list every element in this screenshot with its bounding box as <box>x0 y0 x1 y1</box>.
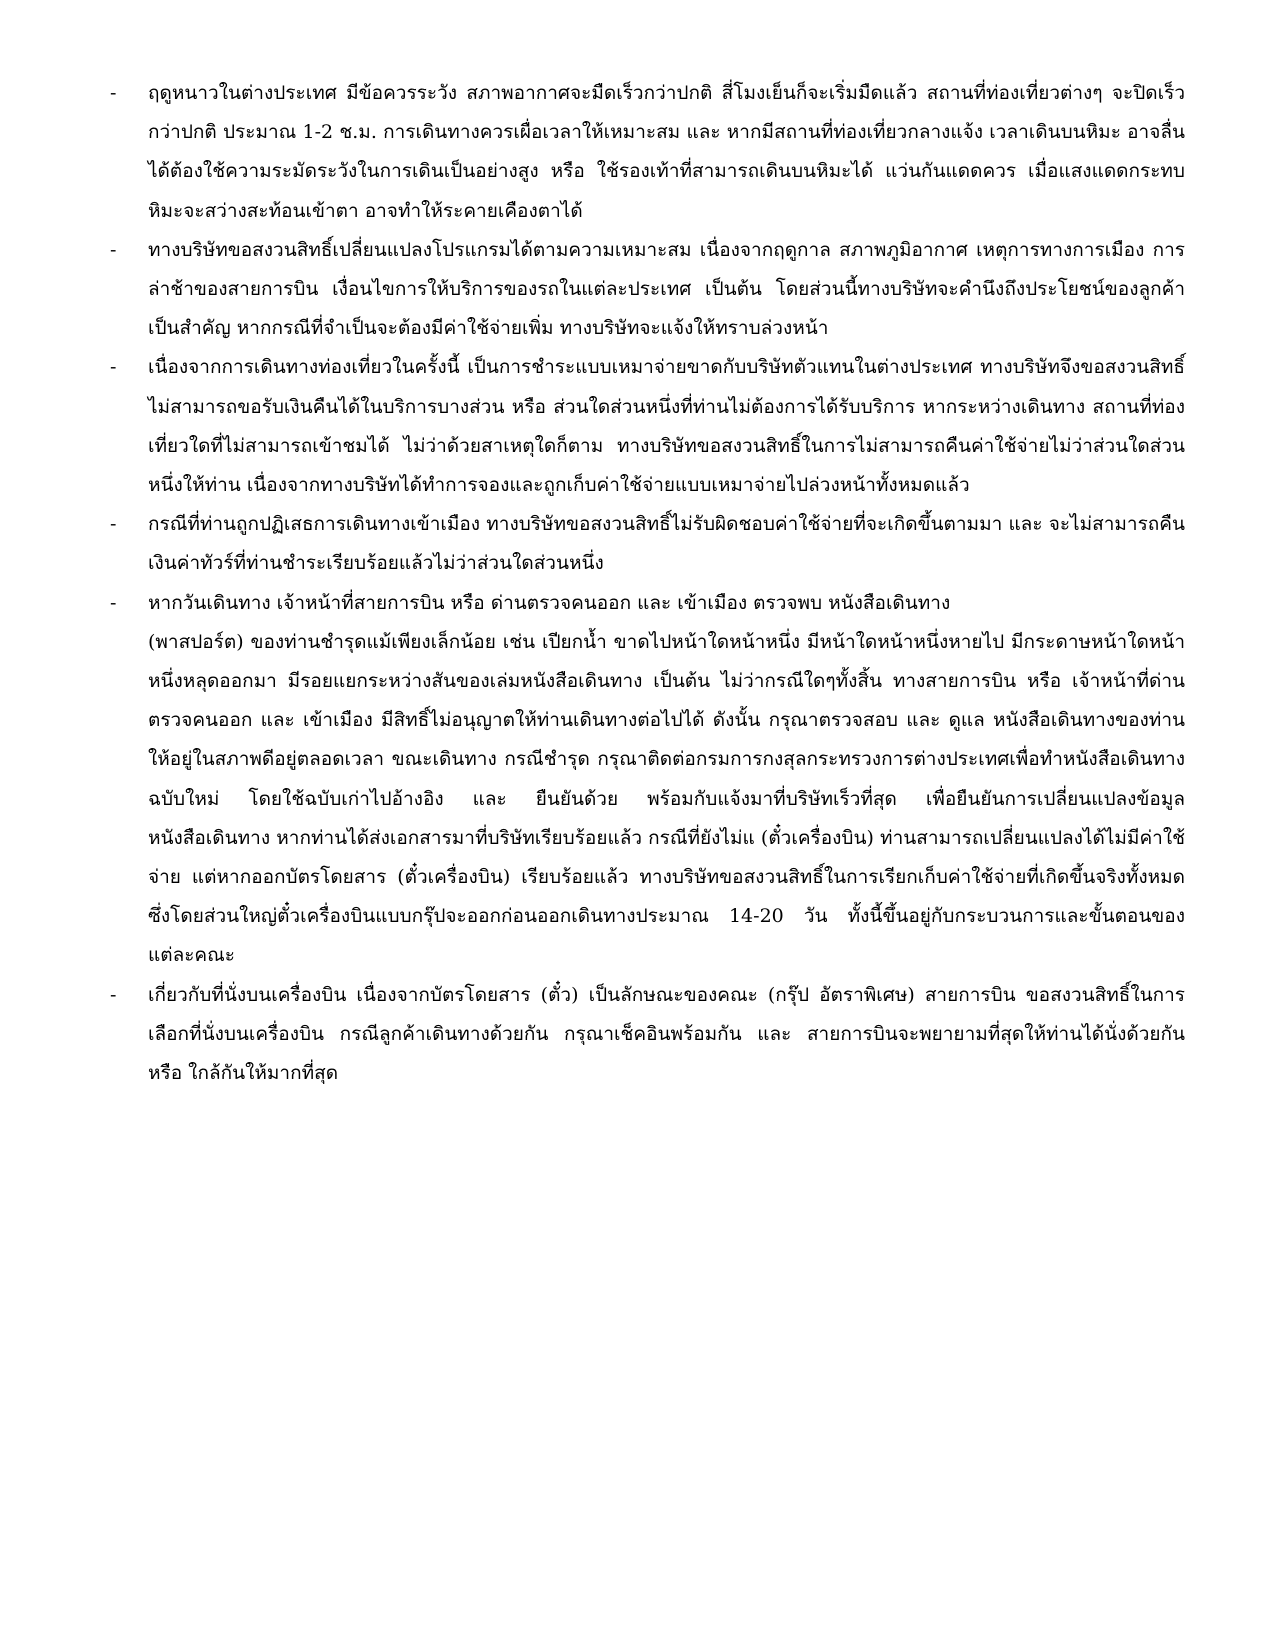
list-item <box>110 231 1185 349</box>
bullet-marker: - <box>110 356 117 379</box>
list-item <box>110 505 1185 583</box>
list-item <box>110 976 1185 1094</box>
bullet-marker: - <box>110 82 117 104</box>
paragraph-passport-condition: หากวันเดินทาง เจ้าหน้าที่สายการบิน หรือ ด่านตรวจคนออก และ เข้าเมือง ตรวจพบ หนังสือเดินทาง (พาสปอร์ต) ของท่านชำรุดแม้เพียงเล็กน้อย เช่น เปียกน้ำ ขาดไปหน้าใดหน้าหนึ่ง มีหน้าใดหน้าหนึ่งหายไป มีกระดาษหน้าใดหน้าหนึ่งหลุดออกมา มีรอยแยกระหว่างสันของเล่มหนังสือเดินทาง เป็นต้น ไม่ว่ากรณีใดๆทั้งสิ้น ทางสายการบิน หรือ เจ้าหน้าที่ด่านตรวจคนออก และ เข้าเมือง มีสิทธิ์ไม่อนุญาตให้ท่านเดินทางต่อไปได้ ดังนั้น กรุณาตรวจสอบ และ ดูแล หนังสือเดินทางของท่านให้อยู่ในสภาพดีอยู่ตลอดเวลา ขณะเดินทาง กรณีชำรุด กรุณาติดต่อกรมการกงสุลกระทรวงการต่างประเทศเพื่อทำหนังสือเดินทางฉบับใหม่ โดยใช้ฉบับเก่าไปอ้างอิง และ ยืนยันด้วย พร้อมกับแจ้งมาที่บริษัทเร็วที่สุด เพื่อยืนยันการเปลี่ยนแปลงข้อมูลหนังสือเดินทาง หากท่านได้ส่งเอกสารมาที่บริษัทเรียบร้อยแล้ว กรณีที่ยังไม่แ (ตั๋วเครื่องบิน) ท่านสามารถเปลี่ยนแปลงได้ไม่มีค่าใช้จ่าย แต่หากออกบัตรโดยสาร (ตั๋วเครื่องบิน) เรียบร้อยแล้ว ทางบริษัทขอสงวนสิทธิ์ในการเรียกเก็บค่าใช้จ่ายที่เกิดขึ้นจริงทั้งหมด ซึ่งโดยส่วนใหญ่ตั๋วเครื่องบินแบบกรุ๊ปจะออกก่อนออกเดินทางประมาณ 14-20 วัน ทั้งนี้ขึ้นอยู่กับกระบวนการและขั้นตอนของแต่ละคณะ <box>148 591 1185 967</box>
bullet-marker: - <box>110 983 117 1006</box>
paragraph-no-refund: เนื่องจากการเดินทางท่องเที่ยวในครั้งนี้ เป็นการชำระแบบเหมาจ่ายขาดกับบริษัทตัวแทนในต่างประเทศ ทางบริษัทจึงขอสงวนสิทธิ์ ไม่สามารถขอรับเงินคืนได้ในบริการบางส่วน หรือ ส่วนใดส่วนหนึ่งที่ท่านไม่ต้องการได้รับบริการ หากระหว่างเดินทาง สถานที่ท่องเที่ยวใดที่ไม่สามารถเข้าชมได้ ไม่ว่าด้วยสาเหตุใดก็ตาม ทางบริษัทขอสงวนสิทธิ์ในการไม่สามารถคืนค่าใช้จ่ายไม่ว่าส่วนใดส่วนหนึ่งให้ท่าน เนื่องจากทางบริษัทได้ทำการจองและถูกเก็บค่าใช้จ่ายแบบเหมาจ่ายไปล่วงหน้าทั้งหมดแล้ว <box>148 356 1185 497</box>
paragraph-seating: เกี่ยวกับที่นั่งบนเครื่องบิน เนื่องจากบัตรโดยสาร (ตั๋ว) เป็นลักษณะของคณะ (กรุ๊ป อัตราพิเศษ) สายการบิน ขอสงวนสิทธิ์ในการเลือกที่นั่งบนเครื่องบิน กรณีลูกค้าเดินทางด้วยกัน กรุณาเช็คอินพร้อมกัน และ สายการบินจะพยายามที่สุดให้ท่านได้นั่งด้วยกัน หรือ ใกล้กันให้มากที่สุด <box>148 983 1185 1085</box>
list-item <box>110 74 1185 231</box>
list-item <box>110 348 1185 505</box>
terms-bullet-list <box>110 74 1185 1093</box>
paragraph-entry-denied: กรณีที่ท่านถูกปฏิเสธการเดินทางเข้าเมือง ทางบริษัทขอสงวนสิทธิ์ไม่รับผิดชอบค่าใช้จ่ายที่จะเกิดขึ้นตามมา และ จะไม่สามารถคืนเงินค่าทัวร์ที่ท่านชำระเรียบร้อยแล้วไม่ว่าส่วนใดส่วนหนึ่ง <box>148 513 1185 575</box>
bullet-marker: - <box>110 238 117 261</box>
bullet-marker: - <box>110 591 117 614</box>
bullet-marker: - <box>110 513 117 536</box>
paragraph-program-changes: ทางบริษัทขอสงวนสิทธิ์เปลี่ยนแปลงโปรแกรมได้ตามความเหมาะสม เนื่องจากฤดูกาล สภาพภูมิอากาศ เหตุการทางการเมือง การล่าช้าของสายการบิน เงื่อนไขการให้บริการของรถในแต่ละประเทศ เป็นต้น โดยส่วนนี้ทางบริษัทจะคำนึงถึงประโยชน์ของลูกค้าเป็นสำคัญ หากกรณีที่จำเป็นจะต้องมีค่าใช้จ่ายเพิ่ม ทางบริษัทจะแจ้งให้ทราบล่วงหน้า <box>148 238 1185 340</box>
paragraph-winter-travel: ฤดูหนาวในต่างประเทศ มีข้อควรระวัง สภาพอากาศจะมืดเร็วกว่าปกติ สี่โมงเย็นก็จะเริ่มมืดแล้ว สถานที่ท่องเที่ยวต่างๆ จะปิดเร็วกว่าปกติ ประมาณ 1-2 ช.ม. การเดินทางควรเผื่อเวลาให้เหมาะสม และ หากมีสถานที่ท่องเที่ยวกลางแจ้ง เวลาเดินบนหิมะ อาจลื่นได้ต้องใช้ความระมัดระวังในการเดินเป็นอย่างสูง หรือ ใช้รองเท้าที่สามารถเดินบนหิมะได้ แว่นกันแดดควร เมื่อแสงแดดกระทบหิมะจะสว่างสะท้อนเข้าตา อาจทำให้ระคายเคืองตาได้ <box>148 82 1185 222</box>
list-item <box>110 584 1185 976</box>
